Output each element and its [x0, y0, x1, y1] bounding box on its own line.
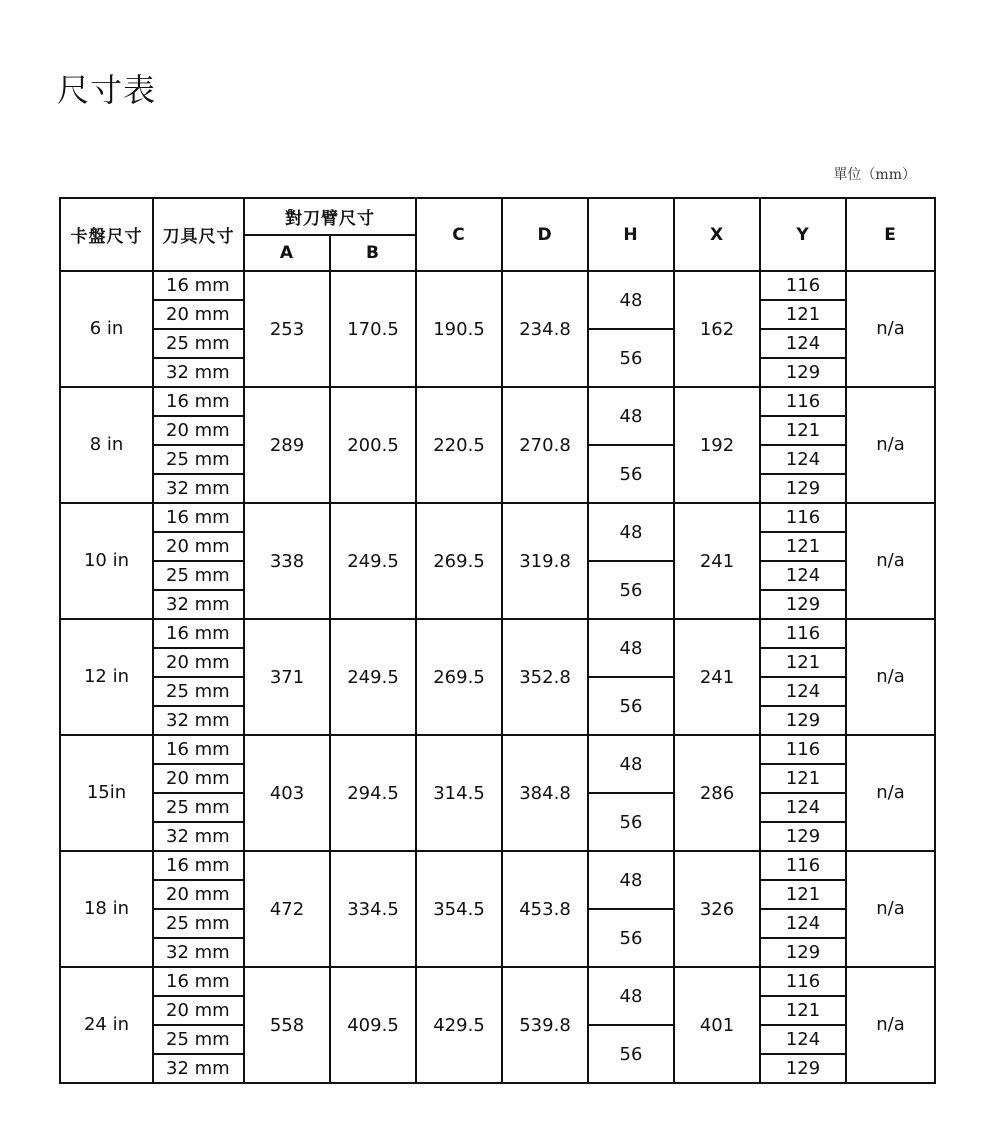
table-row — [60, 619, 935, 648]
dimension-table — [59, 197, 936, 1084]
tool-size-cell: 25 mm — [153, 445, 244, 474]
c-value-cell: 429.5 — [416, 967, 502, 1083]
e-value-cell: n/a — [846, 619, 935, 735]
y-value-cell: 121 — [760, 300, 846, 329]
header-chuck-size: 卡盤尺寸 — [60, 198, 153, 271]
y-value-cell: 129 — [760, 590, 846, 619]
y-value-cell: 116 — [760, 387, 846, 416]
header-a: A — [244, 235, 330, 271]
y-value-cell: 121 — [760, 996, 846, 1025]
a-value-cell: 558 — [244, 967, 330, 1083]
y-value-cell: 129 — [760, 1054, 846, 1083]
e-value-cell: n/a — [846, 851, 935, 967]
y-value-cell: 116 — [760, 735, 846, 764]
header-e: E — [846, 198, 935, 271]
tool-size-cell: 20 mm — [153, 880, 244, 909]
y-value-cell: 116 — [760, 271, 846, 300]
y-value-cell: 124 — [760, 793, 846, 822]
header-d: D — [502, 198, 588, 271]
y-value-cell: 124 — [760, 329, 846, 358]
c-value-cell: 220.5 — [416, 387, 502, 503]
h-value-cell: 56 — [588, 677, 674, 735]
tool-size-cell: 16 mm — [153, 851, 244, 880]
y-value-cell: 116 — [760, 967, 846, 996]
x-value-cell: 241 — [674, 503, 760, 619]
y-value-cell: 121 — [760, 416, 846, 445]
y-value-cell: 129 — [760, 822, 846, 851]
y-value-cell: 121 — [760, 764, 846, 793]
h-value-cell: 56 — [588, 329, 674, 387]
tool-size-cell: 20 mm — [153, 532, 244, 561]
y-value-cell: 124 — [760, 1025, 846, 1054]
y-value-cell: 129 — [760, 938, 846, 967]
x-value-cell: 241 — [674, 619, 760, 735]
chuck-size-cell: 8 in — [60, 387, 153, 503]
header-h: H — [588, 198, 674, 271]
tool-size-cell: 32 mm — [153, 358, 244, 387]
tool-size-cell: 16 mm — [153, 967, 244, 996]
table-row — [60, 387, 935, 416]
table-header — [60, 198, 935, 271]
h-value-cell: 56 — [588, 793, 674, 851]
b-value-cell: 294.5 — [330, 735, 416, 851]
h-value-cell: 48 — [588, 851, 674, 909]
y-value-cell: 129 — [760, 358, 846, 387]
d-value-cell: 352.8 — [502, 619, 588, 735]
table-row — [60, 735, 935, 764]
table-row — [60, 851, 935, 880]
d-value-cell: 384.8 — [502, 735, 588, 851]
d-value-cell: 453.8 — [502, 851, 588, 967]
d-value-cell: 270.8 — [502, 387, 588, 503]
tool-size-cell: 25 mm — [153, 561, 244, 590]
y-value-cell: 124 — [760, 561, 846, 590]
a-value-cell: 289 — [244, 387, 330, 503]
table-row — [60, 271, 935, 300]
c-value-cell: 269.5 — [416, 619, 502, 735]
y-value-cell: 121 — [760, 880, 846, 909]
y-value-cell: 116 — [760, 619, 846, 648]
header-y: Y — [760, 198, 846, 271]
tool-size-cell: 25 mm — [153, 677, 244, 706]
tool-size-cell: 16 mm — [153, 619, 244, 648]
y-value-cell: 116 — [760, 503, 846, 532]
tool-size-cell: 20 mm — [153, 764, 244, 793]
tool-size-cell: 32 mm — [153, 822, 244, 851]
c-value-cell: 354.5 — [416, 851, 502, 967]
unit-note: 單位（mm） — [833, 167, 916, 183]
h-value-cell: 48 — [588, 967, 674, 1025]
e-value-cell: n/a — [846, 503, 935, 619]
tool-size-cell: 16 mm — [153, 271, 244, 300]
tool-size-cell: 25 mm — [153, 1025, 244, 1054]
y-value-cell: 121 — [760, 648, 846, 677]
h-value-cell: 56 — [588, 445, 674, 503]
b-value-cell: 249.5 — [330, 503, 416, 619]
tool-size-cell: 32 mm — [153, 706, 244, 735]
tool-size-cell: 32 mm — [153, 590, 244, 619]
d-value-cell: 319.8 — [502, 503, 588, 619]
h-value-cell: 48 — [588, 619, 674, 677]
header-tool-size: 刀具尺寸 — [153, 198, 244, 271]
e-value-cell: n/a — [846, 387, 935, 503]
tool-size-cell: 32 mm — [153, 474, 244, 503]
y-value-cell: 124 — [760, 909, 846, 938]
header-c: C — [416, 198, 502, 271]
e-value-cell: n/a — [846, 967, 935, 1083]
x-value-cell: 326 — [674, 851, 760, 967]
h-value-cell: 56 — [588, 561, 674, 619]
tool-size-cell: 20 mm — [153, 996, 244, 1025]
tool-size-cell: 25 mm — [153, 329, 244, 358]
header-b: B — [330, 235, 416, 271]
x-value-cell: 162 — [674, 271, 760, 387]
c-value-cell: 314.5 — [416, 735, 502, 851]
page-title: 尺寸表 — [57, 71, 157, 109]
a-value-cell: 472 — [244, 851, 330, 967]
y-value-cell: 124 — [760, 677, 846, 706]
chuck-size-cell: 15in — [60, 735, 153, 851]
table-body — [60, 271, 935, 1083]
chuck-size-cell: 18 in — [60, 851, 153, 967]
a-value-cell: 253 — [244, 271, 330, 387]
h-value-cell: 56 — [588, 1025, 674, 1083]
a-value-cell: 403 — [244, 735, 330, 851]
chuck-size-cell: 10 in — [60, 503, 153, 619]
table-row — [60, 503, 935, 532]
tool-size-cell: 20 mm — [153, 300, 244, 329]
b-value-cell: 334.5 — [330, 851, 416, 967]
y-value-cell: 124 — [760, 445, 846, 474]
tool-size-cell: 20 mm — [153, 416, 244, 445]
x-value-cell: 286 — [674, 735, 760, 851]
e-value-cell: n/a — [846, 735, 935, 851]
tool-size-cell: 32 mm — [153, 938, 244, 967]
y-value-cell: 129 — [760, 474, 846, 503]
y-value-cell: 129 — [760, 706, 846, 735]
tool-size-cell: 16 mm — [153, 735, 244, 764]
header-x: X — [674, 198, 760, 271]
chuck-size-cell: 6 in — [60, 271, 153, 387]
h-value-cell: 48 — [588, 387, 674, 445]
table-row — [60, 967, 935, 996]
a-value-cell: 371 — [244, 619, 330, 735]
b-value-cell: 170.5 — [330, 271, 416, 387]
d-value-cell: 234.8 — [502, 271, 588, 387]
tool-size-cell: 20 mm — [153, 648, 244, 677]
e-value-cell: n/a — [846, 271, 935, 387]
h-value-cell: 48 — [588, 271, 674, 329]
y-value-cell: 121 — [760, 532, 846, 561]
c-value-cell: 190.5 — [416, 271, 502, 387]
h-value-cell: 48 — [588, 735, 674, 793]
h-value-cell: 56 — [588, 909, 674, 967]
tool-size-cell: 32 mm — [153, 1054, 244, 1083]
header-arm-size: 對刀臂尺寸 — [244, 198, 416, 235]
h-value-cell: 48 — [588, 503, 674, 561]
x-value-cell: 192 — [674, 387, 760, 503]
b-value-cell: 200.5 — [330, 387, 416, 503]
d-value-cell: 539.8 — [502, 967, 588, 1083]
c-value-cell: 269.5 — [416, 503, 502, 619]
tool-size-cell: 16 mm — [153, 387, 244, 416]
y-value-cell: 116 — [760, 851, 846, 880]
b-value-cell: 409.5 — [330, 967, 416, 1083]
a-value-cell: 338 — [244, 503, 330, 619]
chuck-size-cell: 24 in — [60, 967, 153, 1083]
x-value-cell: 401 — [674, 967, 760, 1083]
b-value-cell: 249.5 — [330, 619, 416, 735]
chuck-size-cell: 12 in — [60, 619, 153, 735]
tool-size-cell: 16 mm — [153, 503, 244, 532]
tool-size-cell: 25 mm — [153, 793, 244, 822]
tool-size-cell: 25 mm — [153, 909, 244, 938]
